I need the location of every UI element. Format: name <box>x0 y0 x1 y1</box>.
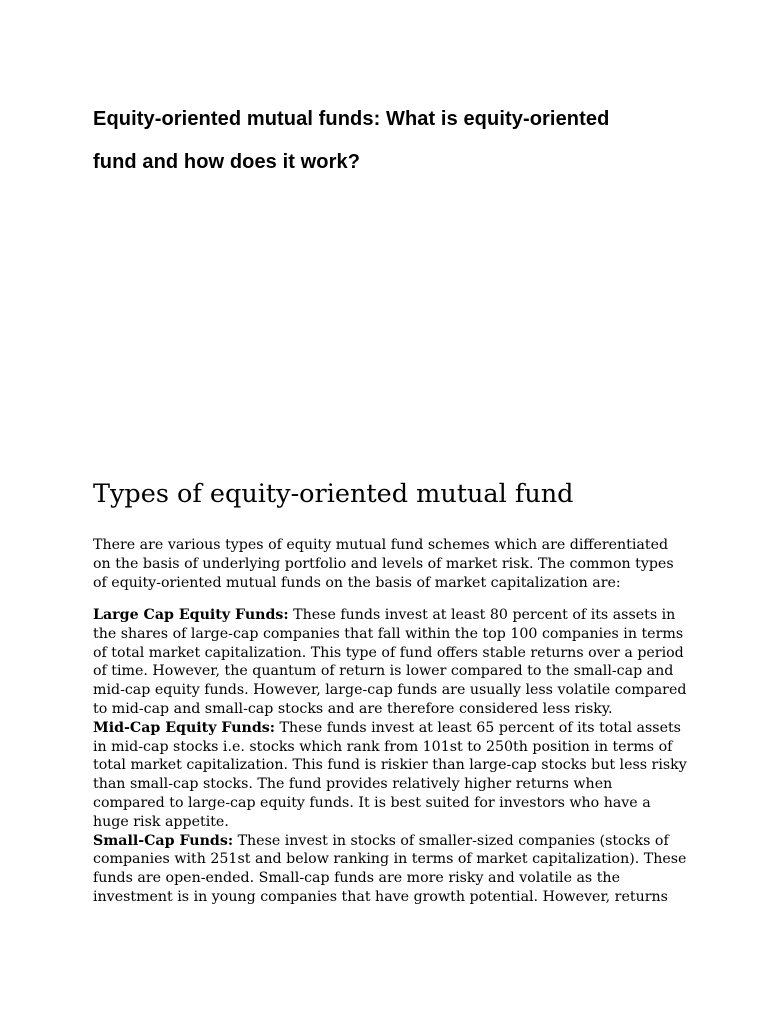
intro-paragraph: There are various types of equity mutual fund schemes which are differentiated on the basis of underlying portfolio and levels of market risk. The common types of equity-oriented mutual funds on the basis of market capitalization are: <box>93 537 674 591</box>
fund-type-mid-cap <box>93 719 688 832</box>
fund-type-description: These funds invest at least 65 percent of its total assets in mid-cap stocks i.e. stocks which rank from 101st to 250th position in terms of total market capitalization. This fund is riskier than large-cap stocks but less risky than small-cap stocks. The fund provides relatively higher returns when compared to large-cap equity funds. It is best suited for investors who have a huge risk appetite. <box>93 719 687 830</box>
fund-type-description: These funds invest at least 80 percent of its assets in the shares of large-cap companies that fall within the top 100 companies in terms of total market capitalization. This type of fund offers stable returns over a period of time. However, the quantum of return is lower compared to the small-cap and mid-cap equity funds. However, large-cap funds are usually less volatile compared to mid-cap and small-cap stocks and are therefore considered less risky. <box>93 607 687 717</box>
fund-type-small-cap <box>93 832 688 907</box>
fund-type-name: Mid-Cap Equity Funds: <box>93 719 276 736</box>
fund-type-description: These invest in stocks of smaller-sized companies (stocks of companies with 251st and below ranking in terms of market capitalization). These funds are open-ended. Small-cap funds are more risky and volatile as the investment is in young companies that have growth potential. However, returns <box>93 832 687 905</box>
document-title: Equity-oriented mutual funds: What is equity-oriented fund and how does it work? <box>93 108 610 173</box>
fund-type-name: Large Cap Equity Funds: <box>93 607 289 623</box>
fund-types-list <box>93 606 688 924</box>
section-heading: Types of equity-oriented mutual fund <box>93 479 574 509</box>
fund-type-large-cap <box>93 606 688 719</box>
fund-type-name: Small-Cap Funds: <box>93 832 234 849</box>
